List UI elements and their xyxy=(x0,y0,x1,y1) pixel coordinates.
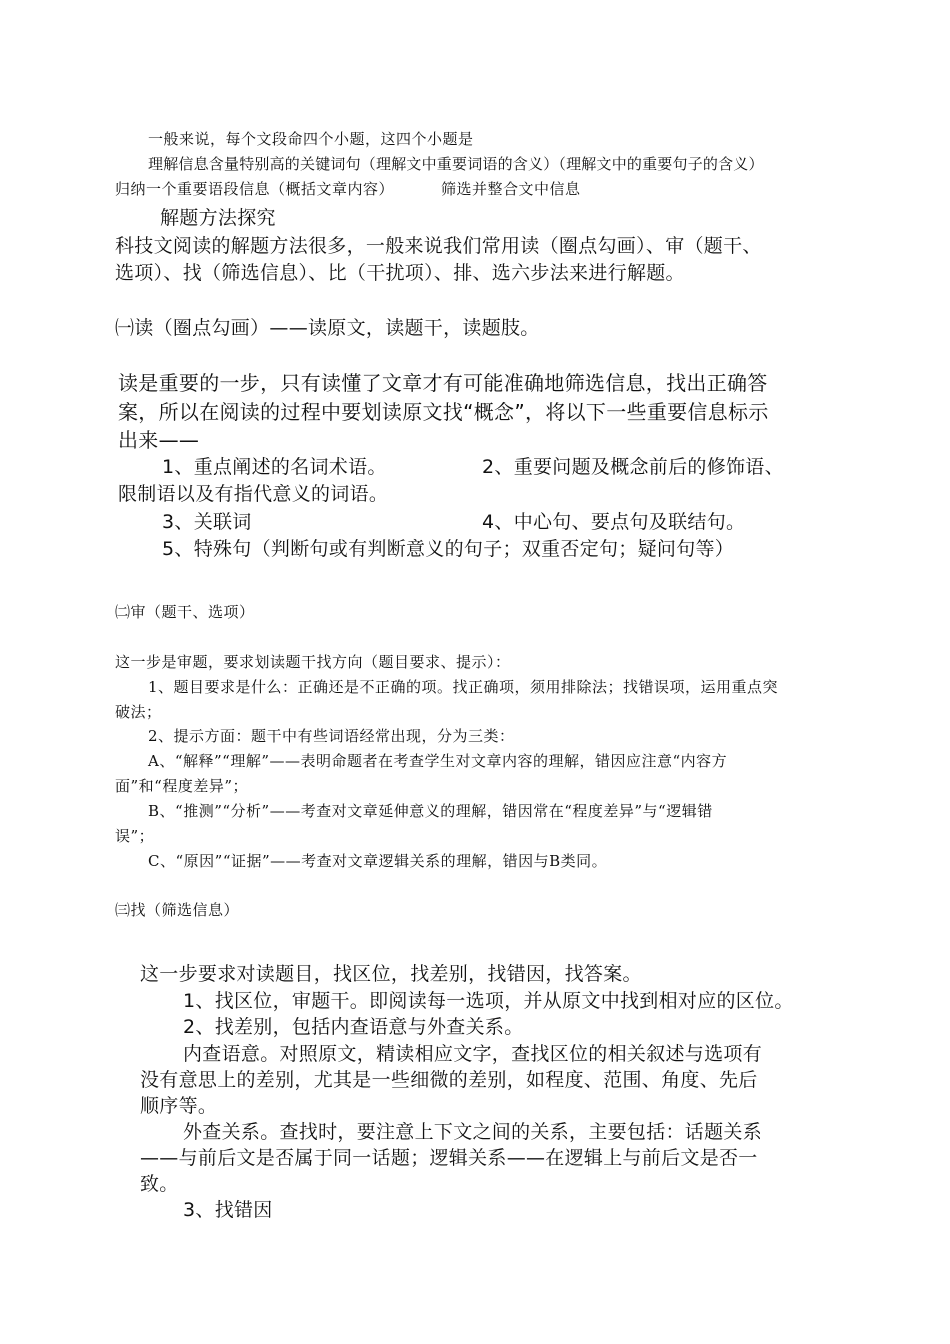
read-item-5: 5、特殊句（判断句或有判断意义的句子；双重否定句；疑问句等） xyxy=(162,538,735,560)
intro-line-3b: 筛选并整合文中信息 xyxy=(441,180,581,198)
intro-line-1: 一般来说，每个文段命四个小题，这四个小题是 xyxy=(148,130,474,148)
review-pC: C、“原因”“证据”——考查对文章逻辑关系的理解，错因与B类同。 xyxy=(148,852,608,870)
review-pB-b: 误”； xyxy=(115,827,155,845)
find-step-3: 3、找错因 xyxy=(183,1199,273,1221)
find-outer-2: ——与前后文是否属于同一话题；逻辑关系——在逻辑上与前后文是否一 xyxy=(140,1147,758,1169)
read-item-4: 4、中心句、要点句及联结句。 xyxy=(482,511,746,533)
read-line-2: 案，所以在阅读的过程中要划读原文找“概念”，将以下一些重要信息标示 xyxy=(118,400,769,424)
review-pA-b: 面”和“程度差异”； xyxy=(115,777,249,795)
method-line-1: 科技文阅读的解题方法很多，一般来说我们常用读（圈点勾画）、审（题干、 xyxy=(115,235,762,257)
find-step-2: 2、找差别，包括内查语意与外查关系。 xyxy=(183,1016,524,1038)
intro-line-3a: 归纳一个重要语段信息（概括文章内容） xyxy=(115,180,395,198)
find-step-1: 1、找区位，审题干。即阅读每一选项，并从原文中找到相对应的区位。 xyxy=(183,990,794,1012)
review-p2: 2、提示方面：题干中有些词语经常出现，分为三类： xyxy=(148,727,515,745)
review-p1a: 1、题目要求是什么：正确还是不正确的项。找正确项，须用排除法；找错误项，运用重点突 xyxy=(148,678,779,696)
review-pA-a: A、“解释”“理解”——表明命题者在考查学生对文章内容的理解，错因应注意“内容方 xyxy=(148,752,728,770)
find-outer-3: 致。 xyxy=(140,1173,179,1195)
method-title: 解题方法探究 xyxy=(160,207,276,229)
read-item-3: 3、关联词 xyxy=(162,511,252,533)
find-heading: ㈢找（筛选信息） xyxy=(115,901,240,919)
read-line-3: 出来—— xyxy=(118,428,200,452)
intro-line-2: 理解信息含量特别高的关键词句（理解文中重要词语的含义）（理解文中的重要句子的含义） xyxy=(148,155,764,173)
read-heading: ㈠读（圈点勾画）——读原文，读题干，读题肢。 xyxy=(115,317,540,339)
read-item-2a: 2、重要问题及概念前后的修饰语、 xyxy=(482,456,784,478)
read-item-1: 1、重点阐述的名词术语。 xyxy=(162,456,387,478)
find-intro: 这一步要求对读题目，找区位，找差别，找错因，找答案。 xyxy=(140,963,642,985)
read-item-2b: 限制语以及有指代意义的词语。 xyxy=(118,483,389,505)
read-line-1: 读是重要的一步，只有读懂了文章才有可能准确地筛选信息，找出正确答 xyxy=(118,371,768,395)
review-heading: ㈡审（题干、选项） xyxy=(115,603,255,621)
method-line-2: 选项）、找（筛选信息）、比（干扰项）、排、选六步法来进行解题。 xyxy=(115,262,685,284)
find-outer-1: 外查关系。查找时，要注意上下文之间的关系，主要包括：话题关系 xyxy=(183,1121,763,1143)
find-inner-2: 没有意思上的差别，尤其是一些细微的差别，如程度、范围、角度、先后 xyxy=(140,1069,758,1091)
review-p1b: 破法； xyxy=(115,703,162,721)
review-intro: 这一步是审题，要求划读题干找方向（题目要求、提示）： xyxy=(115,653,511,671)
review-pB-a: B、“推测”“分析”——考查对文章延伸意义的理解，错因常在“程度差异”与“逻辑错 xyxy=(148,802,713,820)
find-inner-1: 内查语意。对照原文，精读相应文字，查找区位的相关叙述与选项有 xyxy=(183,1043,763,1065)
find-inner-3: 顺序等。 xyxy=(140,1095,218,1117)
